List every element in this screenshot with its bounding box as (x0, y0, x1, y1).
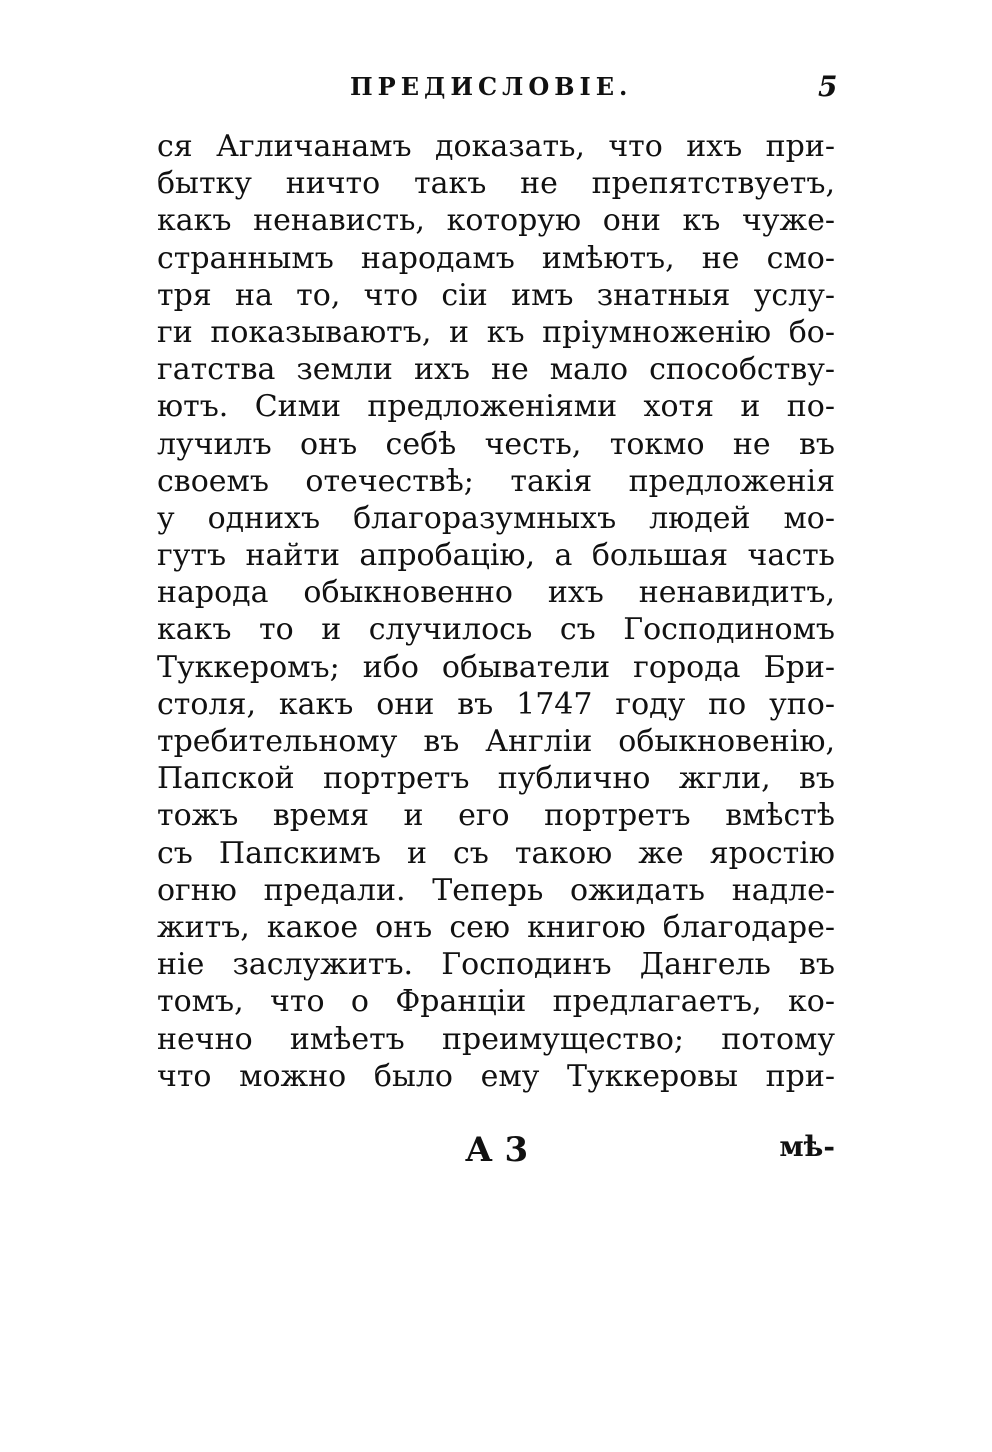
catchword: мѣ- (779, 1130, 835, 1163)
text-line: житъ, какое онъ сею книгою благодаре- (157, 909, 835, 945)
text-line: страннымъ народамъ имѣютъ, не смо- (157, 240, 835, 276)
signature-mark: А 3 (465, 1130, 529, 1170)
text-line: бытку ничто такъ не препятствуетъ, (157, 166, 835, 202)
text-line: нечно имѣетъ преимущество; потому (157, 1021, 835, 1057)
text-line: Папской портретъ публично жгли, въ (157, 761, 835, 797)
text-line: гутъ найти апробацію, а большая часть (157, 538, 835, 574)
text-line: ги показываютъ, и къ пріумноженію бо- (157, 314, 835, 350)
text-line: столя, какъ они въ 1747 году по упо- (157, 686, 835, 722)
text-line: требительному въ Англіи обыкновенію, (157, 724, 835, 759)
text-line: томъ, что о Франціи предлагаетъ, ко- (157, 984, 835, 1020)
body-text (157, 128, 835, 1095)
text-line: гатства земли ихъ не мало способству- (157, 352, 835, 388)
running-title: ПРЕДИСЛОВІЕ. (350, 72, 633, 101)
text-line: лучилъ онъ себѣ честь, токмо не въ (157, 426, 835, 462)
text-line: огню предали. Теперь ожидать надле- (157, 872, 835, 908)
text-line: ютъ. Сими предложеніями хотя и по- (157, 389, 835, 425)
text-line: Туккеромъ; ибо обыватели города Бри- (157, 649, 835, 685)
text-line: что можно было ему Туккеровы при- (157, 1058, 835, 1094)
text-line: народа обыкновенно ихъ ненавидитъ, (157, 575, 835, 611)
page-number: 5 (818, 70, 838, 103)
page-footer (157, 1130, 835, 1170)
text-line: своемъ отечествѣ; такія предложенія (157, 463, 835, 499)
text-line: съ Папскимъ и съ такою же яростію (157, 835, 835, 871)
text-line: ся Агличанамъ доказать, что ихъ при- (157, 129, 835, 164)
text-line: тожъ время и его портретъ вмѣстѣ (157, 798, 835, 834)
text-line: у однихъ благоразумныхъ людей мо- (157, 500, 835, 536)
text-line: какъ ненависть, которую они къ чуже- (157, 203, 835, 239)
text-line: какъ то и случилось съ Господиномъ (157, 612, 835, 648)
text-line: тря на то, что сіи имъ знатныя услу- (157, 277, 835, 313)
text-line: ніе заслужитъ. Господинъ Дангель въ (157, 947, 835, 983)
